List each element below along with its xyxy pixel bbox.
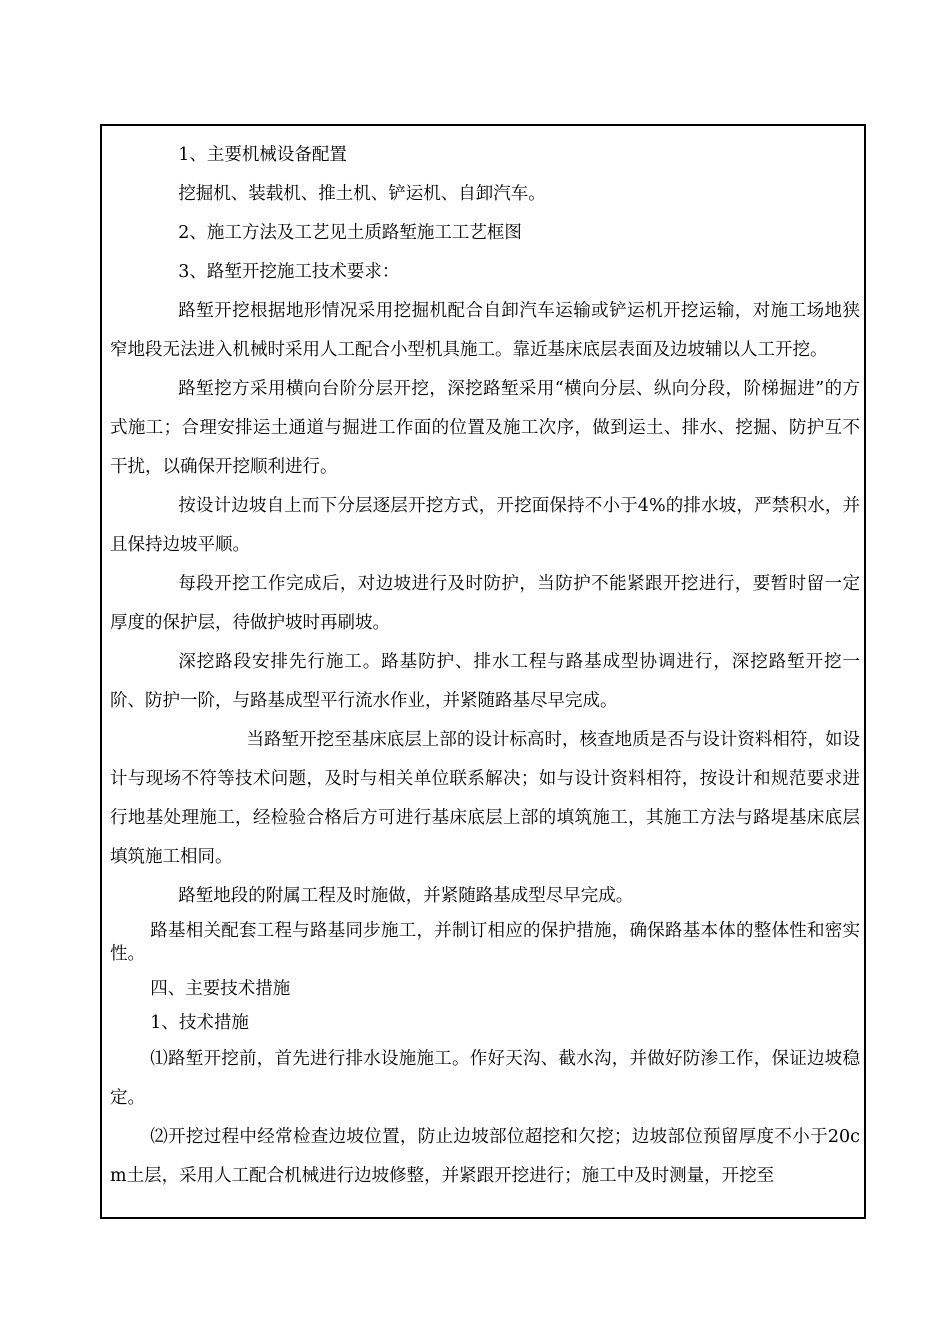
paragraph-excavation-method: 路堑开挖根据地形情况采用挖掘机配合自卸汽车运输或铲运机开挖运输，对施工场地狭窄地段无法进入机械时采用人工配合小型机具施工。靠近基床底层表面及边坡辅以人工开挖。 (110, 301, 860, 360)
content-frame (100, 124, 866, 1219)
heading-technical-measures: 1、技术措施 (150, 1013, 249, 1033)
paragraph-measure-1: ⑴路堑开挖前，首先进行排水设施施工。作好天沟、截水沟，并做好防渗工作，保证边坡稳定。 (110, 1049, 860, 1108)
heading-machinery: 1、主要机械设备配置 (178, 145, 347, 165)
heading-technical-requirements: 3、路堑开挖施工技术要求： (178, 262, 400, 282)
paragraph-supporting-works: 路基相关配套工程与路基同步施工，并制订相应的保护措施，确保路基本体的整体性和密实性。 (110, 921, 860, 964)
paragraph-machinery-list: 挖掘机、装载机、推土机、铲运机、自卸汽车。 (178, 184, 546, 204)
paragraph-ancillary-works: 路堑地段的附属工程及时施做，并紧随路基成型尽早完成。 (178, 886, 634, 906)
heading-construction-method: 2、施工方法及工艺见土质路堑施工工艺框图 (178, 223, 522, 243)
paragraph-layered-excavation: 路堑挖方采用横向台阶分层开挖，深挖路堑采用“横向分层、纵向分段，阶梯掘进”的方式施工；合理安排运土通道与掘进工作面的位置及施工次序，做到运土、排水、挖掘、防护互不干扰，以确保开挖顺利进行。 (110, 379, 860, 477)
paragraph-design-elevation: 当路堑开挖至基床底层上部的设计标高时，核查地质是否与设计资料相符，如设计与现场不符等技术问题，及时与相关单位联系解决；如与设计资料相符，按设计和规范要求进行地基处理施工，经检验合格后方可进行基床底层上部的填筑施工，其施工方法与路堤基床底层填筑施工相同。 (110, 730, 860, 867)
paragraph-measure-2: ⑵开挖过程中经常检查边坡位置，防止边坡部位超挖和欠挖；边坡部位预留厚度不小于20cm土层，采用人工配合机械进行边坡修整，并紧跟开挖进行；施工中及时测量，开挖至 (110, 1127, 860, 1186)
paragraph-slope-protection: 每段开挖工作完成后，对边坡进行及时防护，当防护不能紧跟开挖进行，要暂时留一定厚度的保护层，待做护坡时再刷坡。 (110, 574, 860, 633)
paragraph-slope-excavation: 按设计边坡自上而下分层逐层开挖方式，开挖面保持不小于4%的排水坡，严禁积水，并且保持边坡平顺。 (110, 496, 860, 555)
paragraph-deep-excavation: 深挖路段安排先行施工。路基防护、排水工程与路基成型协调进行，深挖路堑开挖一阶、防护一阶，与路基成型平行流水作业，并紧随路基尽早完成。 (110, 652, 860, 711)
document-body (110, 136, 860, 1196)
heading-main-technical-measures: 四、主要技术措施 (150, 979, 291, 999)
